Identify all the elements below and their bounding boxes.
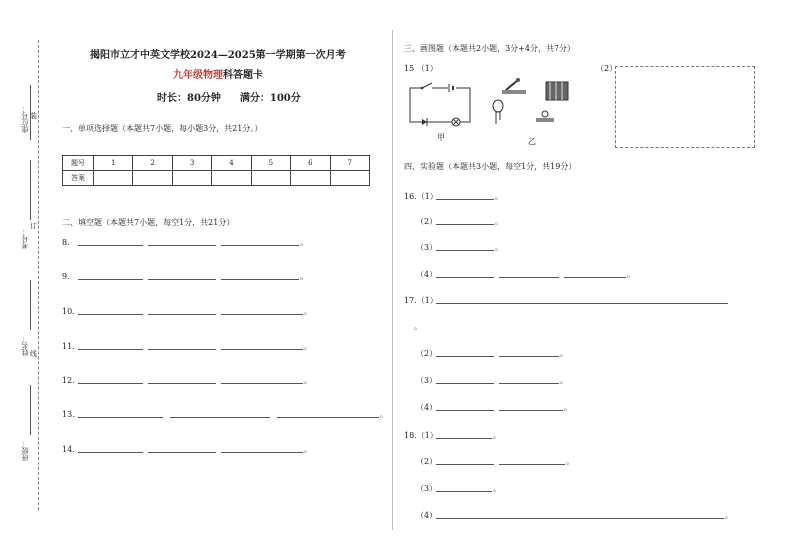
answer-cell[interactable] (172, 171, 211, 186)
table-row (63, 171, 370, 186)
q16-blank-3[interactable] (436, 250, 494, 251)
answer-blank[interactable] (170, 417, 270, 418)
item-number: 13. (62, 410, 75, 419)
answer-blank[interactable] (221, 245, 299, 246)
end-mark: 。 (564, 403, 572, 412)
end-mark: 。 (304, 445, 312, 454)
q17-blank-3b[interactable] (499, 383, 559, 384)
item-number: 9. (62, 272, 70, 281)
grade-text: 九年级 (173, 70, 203, 81)
seal-mark-2: 订 (30, 222, 37, 230)
section2-title: 二、填空题（本题共7小题，每空1分，共21分） (62, 218, 235, 227)
answer-cell[interactable] (133, 171, 172, 186)
q18-part3: （3） (416, 484, 438, 493)
end-mark: 。 (380, 410, 388, 419)
q17-blank-3a[interactable] (436, 383, 494, 384)
answer-blank[interactable] (221, 349, 303, 350)
q16-blank-4c[interactable] (564, 277, 626, 278)
end-mark: 。 (304, 376, 312, 385)
q18-blank-2a[interactable] (436, 464, 494, 465)
school-title: 揭阳市立才中英文学校2024—2025第一学期第一次月考 (90, 50, 346, 61)
figure-label-a: 甲 (437, 133, 445, 142)
q18-blank-2b[interactable] (499, 464, 565, 465)
answer-blank[interactable] (221, 314, 303, 315)
end-mark: 。 (304, 307, 312, 316)
answer-cell[interactable] (94, 171, 133, 186)
q17-blank-4a[interactable] (436, 410, 494, 411)
section4-title: 四、实验题（本题共3小题，每空1分，共19分） (404, 162, 577, 171)
seal-mark-1: 装 (30, 112, 37, 120)
end-mark: 。 (560, 376, 568, 385)
score-text: 满分：100分 (239, 93, 301, 104)
question-number: 6 (291, 156, 330, 171)
answer-blank[interactable] (148, 279, 216, 280)
end-mark: 。 (304, 342, 312, 351)
q17-blank-2a[interactable] (436, 356, 494, 357)
choice-answer-table (62, 155, 370, 186)
answer-blank[interactable] (148, 452, 216, 453)
name-field[interactable] (30, 280, 31, 330)
answer-blank[interactable] (221, 279, 299, 280)
q18-blank-3[interactable] (436, 491, 492, 492)
class-field[interactable] (30, 385, 31, 435)
q17-blank-4b[interactable] (499, 410, 563, 411)
end-mark: 。 (566, 457, 574, 466)
answer-blank[interactable] (78, 417, 163, 418)
item-number: 12. (62, 376, 75, 385)
answer-cell[interactable] (251, 171, 290, 186)
end-mark: 。 (495, 192, 503, 201)
q16-blank-1[interactable] (436, 199, 494, 200)
class-label: 班级： (21, 440, 29, 461)
q15-label: 15 （1） (404, 64, 438, 73)
q16-blank-2[interactable] (436, 224, 494, 225)
exam-no-label: 考号： (21, 228, 29, 249)
answer-blank[interactable] (148, 349, 216, 350)
figure-label-b: 乙 (528, 137, 536, 146)
answer-cell[interactable] (291, 171, 330, 186)
q18-blank-1[interactable] (436, 438, 492, 439)
answer-cell[interactable] (212, 171, 251, 186)
q15-part2-label: （2） (596, 64, 618, 73)
name-label: 姓名： (21, 335, 29, 356)
item-number: 11. (62, 342, 75, 351)
q17-part4: （4） (416, 403, 438, 412)
q18-label: 18.（1） (404, 431, 438, 440)
answer-blank[interactable] (78, 349, 143, 350)
end-mark: 。 (627, 270, 635, 279)
q18-part4: （4） (416, 511, 438, 520)
question-number: 5 (251, 156, 290, 171)
question-number: 7 (330, 156, 369, 171)
end-mark: 。 (493, 431, 501, 440)
circuit-figure-a (408, 82, 478, 130)
answer-blank[interactable] (148, 383, 216, 384)
exam-no-field[interactable] (30, 160, 31, 220)
answer-header: 答案 (63, 171, 94, 186)
end-mark: 。 (725, 511, 733, 520)
answer-cell[interactable] (330, 171, 369, 186)
q18-blank-4[interactable] (436, 518, 724, 519)
binding-margin (0, 0, 50, 550)
answer-blank[interactable] (78, 245, 143, 246)
answer-blank[interactable] (277, 417, 379, 418)
end-mark: 。 (493, 484, 501, 493)
end-mark: 。 (414, 322, 422, 331)
seal-mark-3: 线 (30, 350, 37, 358)
binding-dashed-line (38, 40, 39, 510)
answer-blank[interactable] (78, 383, 143, 384)
section3-title: 三、画图题（本题共2小题，3分+4分，共7分） (404, 44, 576, 53)
question-number: 2 (133, 156, 172, 171)
q16-part2: （2） (416, 217, 438, 226)
answer-blank[interactable] (78, 314, 143, 315)
item-number: 10. (62, 307, 75, 316)
q18-part2: （2） (416, 457, 438, 466)
end-mark: 。 (495, 217, 503, 226)
table-row (63, 156, 370, 171)
q17-blank-2b[interactable] (499, 356, 559, 357)
subject-text: 物理 (203, 70, 223, 81)
question-number: 4 (212, 156, 251, 171)
seat-label: 座位号： (21, 105, 29, 133)
q16-blank-4a[interactable] (436, 277, 494, 278)
item-number: 14. (62, 445, 75, 454)
q17-blank-1[interactable] (436, 303, 728, 304)
column-divider (392, 30, 393, 530)
exam-info (157, 89, 301, 104)
q16-blank-4b[interactable] (499, 277, 559, 278)
answer-blank[interactable] (221, 452, 303, 453)
end-mark: 。 (560, 349, 568, 358)
question-number: 1 (94, 156, 133, 171)
card-title (173, 66, 263, 81)
drawing-area[interactable] (615, 66, 755, 148)
section1-title: 一、单项选择题（本题共7小题，每小题3分，共21分。） (62, 124, 263, 133)
duration-text: 时长：80分钟 (157, 93, 221, 104)
answer-blank[interactable] (148, 314, 216, 315)
answer-blank[interactable] (78, 452, 143, 453)
q16-part3: （3） (416, 243, 438, 252)
answer-blank[interactable] (78, 279, 143, 280)
q17-part2: （2） (416, 349, 438, 358)
end-mark: 。 (300, 272, 308, 281)
q16-label: 16.（1） (404, 192, 438, 201)
q16-part4: （4） (416, 270, 438, 279)
component-sketches-b (484, 76, 574, 136)
card-text: 科答题卡 (223, 70, 263, 81)
answer-blank[interactable] (148, 245, 216, 246)
item-number: 8. (62, 238, 70, 247)
end-mark: 。 (300, 238, 308, 247)
question-number: 3 (172, 156, 211, 171)
question-number-header: 题号 (63, 156, 94, 171)
q17-part3: （3） (416, 376, 438, 385)
answer-blank[interactable] (221, 383, 303, 384)
end-mark: 。 (495, 243, 503, 252)
q17-label: 17.（1） (404, 296, 438, 305)
